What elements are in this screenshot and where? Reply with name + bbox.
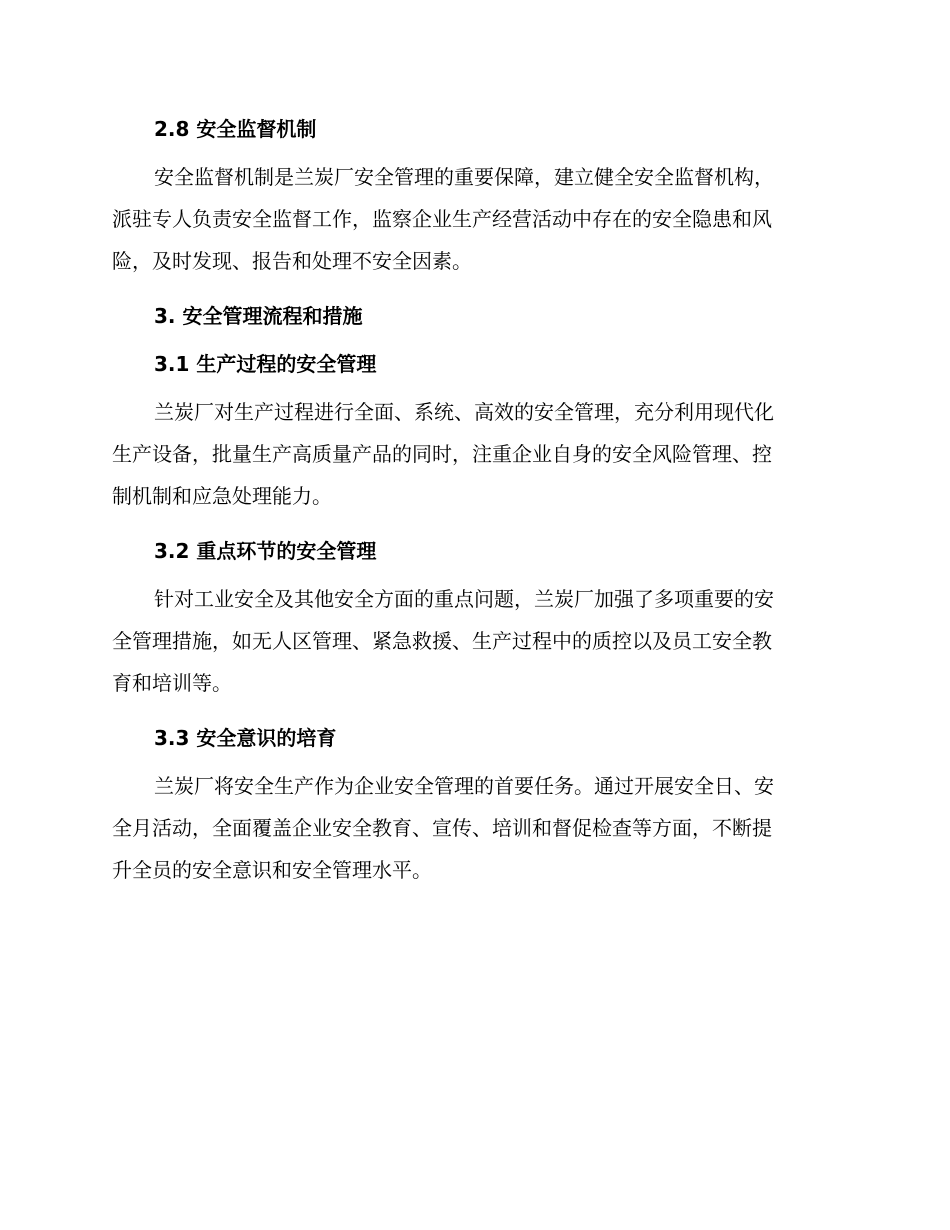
paragraph-line: 制机制和应急处理能力。 [112, 484, 332, 508]
paragraph-line: 全管理措施，如无人区管理、紧急救援、生产过程中的质控以及员工安全教 [112, 629, 772, 653]
document-body [112, 108, 832, 904]
section-heading-2-8: 2.8 安全监督机制 [154, 117, 317, 141]
section-heading-3-2: 3.2 重点环节的安全管理 [154, 539, 377, 563]
paragraph-safety-supervision [112, 156, 832, 282]
paragraph-line: 针对工业安全及其他安全方面的重点问题，兰炭厂加强了多项重要的安 [154, 587, 774, 611]
paragraph-line: 派驻专人负责安全监督工作，监察企业生产经营活动中存在的安全隐患和风 [112, 207, 772, 231]
section-heading-3-1: 3.1 生产过程的安全管理 [154, 352, 377, 376]
section-heading-3: 3. 安全管理流程和措施 [154, 304, 363, 328]
paragraph-production-safety [112, 391, 832, 517]
paragraph-line: 升全员的安全意识和安全管理水平。 [112, 858, 432, 882]
paragraph-safety-awareness [112, 765, 832, 891]
paragraph-line: 兰炭厂对生产过程进行全面、系统、高效的安全管理，充分利用现代化 [154, 400, 774, 424]
paragraph-line: 育和培训等。 [112, 671, 232, 695]
paragraph-line: 兰炭厂将安全生产作为企业安全管理的首要任务。通过开展安全日、安 [154, 774, 774, 798]
paragraph-line: 生产设备，批量生产高质量产品的同时，注重企业自身的安全风险管理、控 [112, 442, 772, 466]
paragraph-line: 安全监督机制是兰炭厂安全管理的重要保障，建立健全安全监督机构， [154, 165, 774, 189]
paragraph-line: 险，及时发现、报告和处理不安全因素。 [112, 249, 472, 273]
paragraph-key-link-safety [112, 578, 832, 704]
section-heading-3-3: 3.3 安全意识的培育 [154, 726, 337, 750]
paragraph-line: 全月活动，全面覆盖企业安全教育、宣传、培训和督促检查等方面，不断提 [112, 816, 772, 840]
